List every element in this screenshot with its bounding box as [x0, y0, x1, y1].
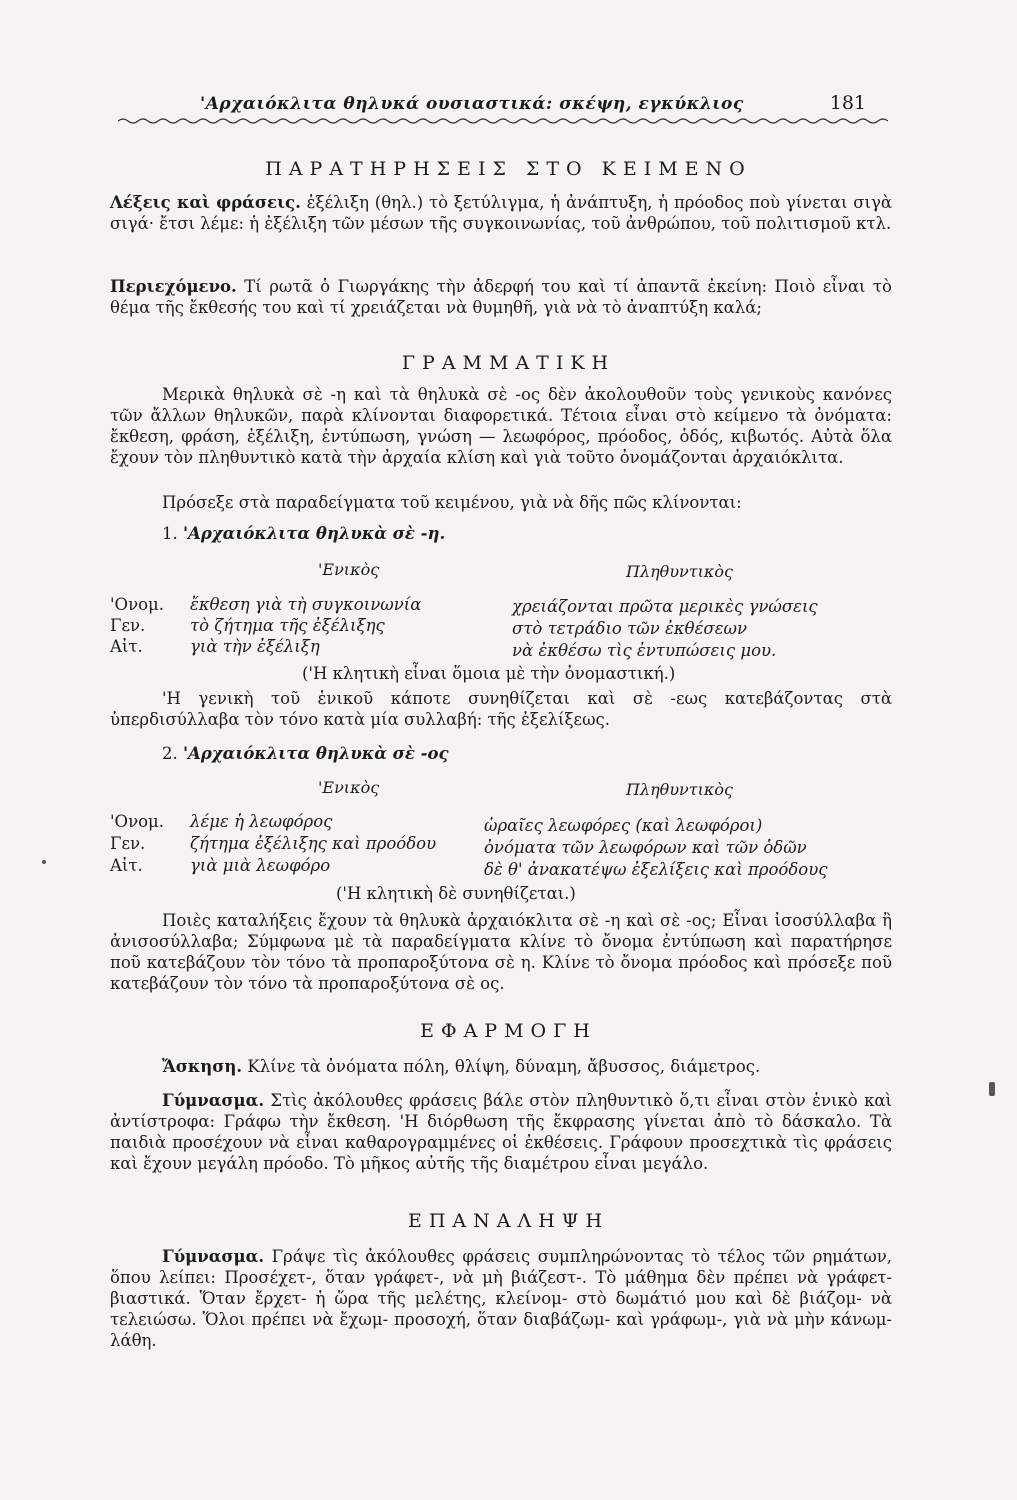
example-singular: γιὰ μιὰ λεωφόρο: [190, 856, 331, 875]
example-singular: ζήτημα ἐξέλιξης καὶ προόδου: [190, 834, 437, 853]
subheading-2: [162, 744, 449, 763]
example-singular: ἔκθεση γιὰ τὴ συγκοινωνία: [190, 595, 422, 614]
section-title-grammar: ΓΡΑΜΜΑΤΙΚΗ: [401, 352, 616, 374]
drill-1-text: Στὶς ἀκόλουθες φράσεις βάλε στὸν πληθυντικὸ ὅ,τι εἶναι στὸν ἑνικὸ καὶ ἀντίστροφα: Γράφω τὴν ἔκθεση. 'Η διόρθωση τῆς ἔκφρασης γίνεται ἀπὸ τὸ δάσκαλο. Τὰ παιδιὰ προσέχουν νὰ εἶναι καθαρογραμμένες οἱ ἐκθέσεις. Γράφουν προσεχτικὰ τὶς φράσεις καὶ ἔχουν μεγάλη πρόοδο. Τὸ μῆκος αὐτῆς τῆς διαμέτρου εἶναι μεγάλο.: [110, 1091, 892, 1173]
subheading-1-number: 1.: [162, 524, 178, 543]
exercise-text: Κλίνε τὰ ὀνόματα πόλη, θλίψη, δύναμη, ἄβυσσος, διάμετρος.: [247, 1057, 761, 1076]
paragraph-questions: Ποιὲς καταλήξεις ἔχουν τὰ θηλυκὰ ἀρχαιόκλιτα σὲ -η καὶ σὲ -ος; Εἶναι ἰσοσύλλαβα ἢ ἀνισοσύλλαβα; Σύμφωνα μὲ τὰ παραδείγματα κλίνε τὸ ὄνομα ἐντύπωση καὶ παρατήρησε ποῦ κατεβάζουν τὸν τόνο τὰ προπαροξύτονα σὲ η. Κλίνε τὸ ὄνομα πρόοδος καὶ πρόσεξε ποῦ κατεβάζουν τὸν τόνο τὰ προπαροξύτονα σὲ ος.: [110, 911, 892, 993]
vocative-note-1: ('Η κλητικὴ εἶναι ὅμοια μὲ τὴν ὀνομαστική.): [302, 664, 676, 683]
section-title-review: ΕΠΑΝΑΛΗΨΗ: [407, 1210, 610, 1232]
vocabulary-label: Λέξεις καὶ φράσεις.: [110, 193, 301, 212]
wavy-rule: [118, 117, 888, 125]
drill-2-text: Γράψε τὶς ἀκόλουθες φράσεις συμπληρώνοντας τὸ τέλος τῶν ρημάτων, ὅπου λείπει: Προσέχετ-, ὅταν γράφετ-, νὰ μὴ βιάζεστ-. Τὸ μάθημα δὲν πρέπει νὰ γράφετ- βιαστικά. Ὅταν ἔρχετ- ἡ ὥρα τῆς μελέτης, κλείνομ- στὸ δωμάτιό μου καὶ δὲ βιάζομ- νὰ τελειώσω. Ὅλοι πρέπει νὰ ἔχωμ- προσοχή, ὅταν διαβάζωμ- καὶ γράφωμ-, γιὰ νὰ μὴν κάνωμ- λάθη.: [110, 1247, 893, 1350]
section-title-observations: ΠΑΡΑΤΗΡΗΣΕΙΣ ΣΤΟ ΚΕΙΜΕΝΟ: [265, 158, 752, 180]
section-title-application: ΕΦΑΡΜΟΓΗ: [420, 1020, 597, 1042]
paragraph-drill-1: [110, 1090, 892, 1174]
paragraph-drill-2: [110, 1246, 892, 1351]
example-plural: στὸ τετράδιο τῶν ἐκθέσεων: [512, 619, 748, 638]
paragraph-content: [110, 276, 892, 318]
print-speck: [42, 860, 46, 864]
running-header-title: 'Αρχαιόκλιτα θηλυκά ουσιαστικά: σκέψη, εγκύκλιος: [200, 94, 744, 114]
case-label: Αἰτ.: [110, 637, 143, 656]
subheading-1-text: 'Αρχαιόκλιτα θηλυκὰ σὲ -η.: [183, 524, 446, 543]
page-number: 181: [829, 92, 866, 114]
example-plural: ὡραῖες λεωφόρες (καὶ λεωφόροι): [484, 816, 763, 835]
vocative-note-2: ('Η κλητικὴ δὲ συνηθίζεται.): [336, 884, 576, 903]
case-label: 'Ονομ.: [110, 595, 164, 614]
drill-2-label: Γύμνασμα.: [162, 1247, 265, 1266]
paragraph-grammar-intro: Μερικὰ θηλυκὰ σὲ -η καὶ τὰ θηλυκὰ σὲ -ος δὲν ἀκολουθοῦν τοὺς γενικοὺς κανόνες τῶν ἄλλων θηλυκῶν, παρὰ κλίνονται διαφορετικά. Τέτοια εἶναι στὸ κείμενο τὰ ὀνόματα: ἔκθεση, φράση, ἐξέλιξη, ἐντύπωση, γνώση — λεωφόρος, πρόοδος, ὁδός, κιβωτός. Αὐτὰ ὅλα ἔχουν τὸν πληθυντικὸ κατὰ τὴν ἀρχαία κλίση καὶ γιὰ τοῦτο ὀνομάζονται ἀρχαιόκλιτα.: [110, 385, 892, 467]
content-label: Περιεχόμενο.: [110, 277, 237, 296]
column-head-plural-2: Πληθυντικὸς: [626, 780, 733, 799]
column-head-singular-1: 'Ενικὸς: [318, 560, 380, 579]
paragraph-exercise: [110, 1056, 892, 1077]
content-text: Τί ρωτᾶ ὁ Γιωργάκης τὴν ἀδερφή του καὶ τί ἀπαντᾶ ἐκείνη: Ποιὸ εἶναι τὸ θέμα τῆς ἔκθεσής του καὶ τί χρειάζεται νὰ θυμηθῆ, γιὰ νὰ τὸ ἀναπτύξη καλά;: [110, 277, 892, 317]
example-singular: λέμε ἡ λεωφόρος: [190, 812, 333, 831]
example-plural: ὀνόματα τῶν λεωφόρων καὶ τῶν ὁδῶν: [484, 838, 807, 857]
drill-1-label: Γύμνασμα.: [162, 1091, 265, 1110]
example-singular: τὸ ζήτημα τῆς ἐξέλιξης: [190, 616, 385, 635]
column-head-plural-1: Πληθυντικὸς: [626, 562, 733, 581]
paragraph-prosexe: Πρόσεξε στὰ παραδείγματα τοῦ κειμένου, γιὰ νὰ δῆς πῶς κλίνονται:: [162, 493, 742, 512]
paragraph-genitive-note: 'Η γενικὴ τοῦ ἑνικοῦ κάποτε συνηθίζεται καὶ σὲ -εως κατεβάζοντας στὰ ὑπερδισύλλαβα τὸν τόνο κατὰ μία συλλαβή: τῆς ἐξελίξεως.: [110, 689, 892, 729]
example-singular: γιὰ τὴν ἐξέλιξη: [190, 637, 320, 656]
subheading-1: [162, 524, 445, 543]
paragraph-vocabulary: [110, 192, 892, 234]
example-plural: νὰ ἐκθέσω τὶς ἐντυπώσεις μου.: [512, 641, 777, 660]
exercise-label: Ἄσκηση.: [162, 1057, 243, 1076]
example-plural: δὲ θ' ἀνακατέψω ἐξελίξεις καὶ προόδους: [484, 860, 828, 879]
case-label: 'Ονομ.: [110, 812, 164, 831]
case-label: Γεν.: [110, 616, 146, 635]
vocabulary-text: ἐξέλιξη (θηλ.) τὸ ξετύλιγμα, ἡ ἀνάπτυξη, ἡ πρόοδος ποὺ γίνεται σιγὰ σιγά· ἔτσι λέμε: ἡ ἐξέλιξη τῶν μέσων τῆς συγκοινωνίας, τοῦ ἀνθρώπου, τοῦ πολιτισμοῦ κτλ.: [110, 193, 893, 233]
subheading-2-number: 2.: [162, 744, 178, 763]
print-speck: [989, 1082, 995, 1096]
example-plural: χρειάζονται πρῶτα μερικὲς γνώσεις: [512, 597, 818, 616]
case-label: Γεν.: [110, 834, 146, 853]
case-label: Αἰτ.: [110, 856, 143, 875]
subheading-2-text: 'Αρχαιόκλιτα θηλυκὰ σὲ -ος: [183, 744, 449, 763]
column-head-singular-2: 'Ενικὸς: [318, 778, 380, 797]
